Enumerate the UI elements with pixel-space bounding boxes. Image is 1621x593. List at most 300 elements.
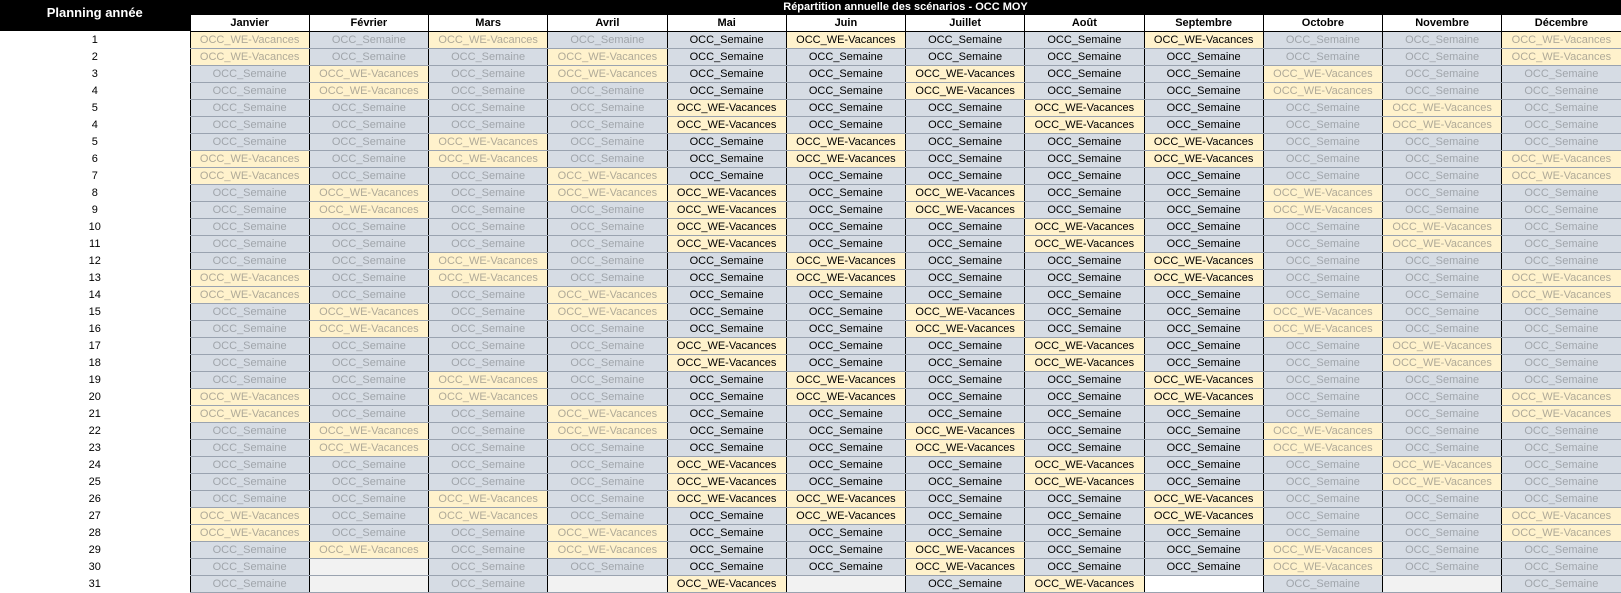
scenario-cell-semaine[interactable]: OCC_Semaine [1025,82,1144,99]
empty-cell[interactable] [786,575,905,592]
scenario-cell-semaine[interactable]: OCC_Semaine [190,558,309,575]
scenario-cell-we-vacances[interactable]: OCC_WE-Vacances [1502,31,1621,48]
scenario-cell-semaine[interactable]: OCC_Semaine [1025,286,1144,303]
scenario-cell-we-vacances[interactable]: OCC_WE-Vacances [190,269,309,286]
scenario-cell-semaine[interactable]: OCC_Semaine [667,150,786,167]
scenario-cell-semaine[interactable]: OCC_Semaine [1383,320,1502,337]
scenario-cell-semaine[interactable]: OCC_Semaine [786,337,905,354]
scenario-cell-semaine[interactable]: OCC_Semaine [429,201,548,218]
scenario-cell-we-vacances[interactable]: OCC_WE-Vacances [1383,99,1502,116]
scenario-cell-we-vacances[interactable]: OCC_WE-Vacances [190,524,309,541]
scenario-cell-semaine[interactable]: OCC_Semaine [786,235,905,252]
scenario-cell-semaine[interactable]: OCC_Semaine [548,337,667,354]
month-header-4[interactable]: Mai [667,14,786,31]
scenario-cell-we-vacances[interactable]: OCC_WE-Vacances [1025,354,1144,371]
scenario-cell-we-vacances[interactable]: OCC_WE-Vacances [429,252,548,269]
scenario-cell-semaine[interactable]: OCC_Semaine [786,524,905,541]
scenario-cell-semaine[interactable]: OCC_Semaine [786,167,905,184]
day-number-cell[interactable]: 11 [0,235,190,252]
scenario-cell-semaine[interactable]: OCC_Semaine [1144,354,1263,371]
scenario-cell-we-vacances[interactable]: OCC_WE-Vacances [309,201,428,218]
scenario-cell-semaine[interactable]: OCC_Semaine [1502,303,1621,320]
scenario-cell-semaine[interactable]: OCC_Semaine [1144,439,1263,456]
scenario-cell-semaine[interactable]: OCC_Semaine [1025,388,1144,405]
month-header-1[interactable]: Février [309,14,428,31]
scenario-cell-semaine[interactable]: OCC_Semaine [1025,201,1144,218]
scenario-cell-we-vacances[interactable]: OCC_WE-Vacances [667,473,786,490]
scenario-cell-semaine[interactable]: OCC_Semaine [309,286,428,303]
scenario-cell-we-vacances[interactable]: OCC_WE-Vacances [667,218,786,235]
scenario-cell-semaine[interactable]: OCC_Semaine [309,473,428,490]
scenario-cell-semaine[interactable]: OCC_Semaine [548,82,667,99]
month-header-7[interactable]: Août [1025,14,1144,31]
day-number-cell[interactable]: 24 [0,456,190,473]
day-number-cell[interactable]: 20 [0,388,190,405]
scenario-cell-semaine[interactable]: OCC_Semaine [906,150,1025,167]
scenario-cell-semaine[interactable]: OCC_Semaine [429,303,548,320]
scenario-cell-semaine[interactable]: OCC_Semaine [190,320,309,337]
scenario-cell-semaine[interactable]: OCC_Semaine [1263,167,1382,184]
scenario-cell-semaine[interactable]: OCC_Semaine [309,524,428,541]
scenario-cell-semaine[interactable]: OCC_Semaine [429,65,548,82]
scenario-cell-semaine[interactable]: OCC_Semaine [1502,320,1621,337]
scenario-cell-semaine[interactable]: OCC_Semaine [429,439,548,456]
scenario-cell-semaine[interactable]: OCC_Semaine [548,116,667,133]
scenario-cell-semaine[interactable]: OCC_Semaine [1383,167,1502,184]
scenario-cell-semaine[interactable]: OCC_Semaine [1263,286,1382,303]
scenario-cell-we-vacances[interactable]: OCC_WE-Vacances [786,150,905,167]
day-number-cell[interactable]: 19 [0,371,190,388]
scenario-cell-we-vacances[interactable]: OCC_WE-Vacances [906,82,1025,99]
scenario-cell-semaine[interactable]: OCC_Semaine [429,218,548,235]
scenario-cell-we-vacances[interactable]: OCC_WE-Vacances [309,541,428,558]
scenario-cell-we-vacances[interactable]: OCC_WE-Vacances [548,65,667,82]
scenario-cell-semaine[interactable]: OCC_Semaine [309,388,428,405]
scenario-cell-semaine[interactable]: OCC_Semaine [1502,541,1621,558]
scenario-cell-we-vacances[interactable]: OCC_WE-Vacances [1025,456,1144,473]
scenario-cell-we-vacances[interactable]: OCC_WE-Vacances [1383,218,1502,235]
scenario-cell-we-vacances[interactable]: OCC_WE-Vacances [1144,252,1263,269]
scenario-cell-semaine[interactable]: OCC_Semaine [906,490,1025,507]
month-header-0[interactable]: Janvier [190,14,309,31]
scenario-cell-we-vacances[interactable]: OCC_WE-Vacances [906,65,1025,82]
scenario-cell-semaine[interactable]: OCC_Semaine [1144,48,1263,65]
scenario-cell-semaine[interactable]: OCC_Semaine [1383,133,1502,150]
scenario-cell-semaine[interactable]: OCC_Semaine [1383,252,1502,269]
month-header-2[interactable]: Mars [429,14,548,31]
scenario-cell-semaine[interactable]: OCC_Semaine [429,575,548,592]
scenario-cell-we-vacances[interactable]: OCC_WE-Vacances [548,184,667,201]
scenario-cell-we-vacances[interactable]: OCC_WE-Vacances [548,48,667,65]
scenario-cell-semaine[interactable]: OCC_Semaine [1502,201,1621,218]
scenario-cell-semaine[interactable]: OCC_Semaine [1502,184,1621,201]
scenario-cell-semaine[interactable]: OCC_Semaine [667,286,786,303]
scenario-cell-semaine[interactable]: OCC_Semaine [786,303,905,320]
month-header-10[interactable]: Novembre [1383,14,1502,31]
scenario-cell-semaine[interactable]: OCC_Semaine [1263,235,1382,252]
scenario-cell-we-vacances[interactable]: OCC_WE-Vacances [1025,116,1144,133]
scenario-cell-semaine[interactable]: OCC_Semaine [667,439,786,456]
scenario-cell-semaine[interactable]: OCC_Semaine [667,558,786,575]
scenario-cell-we-vacances[interactable]: OCC_WE-Vacances [906,439,1025,456]
scenario-cell-semaine[interactable]: OCC_Semaine [1502,354,1621,371]
day-number-cell[interactable]: 5 [0,99,190,116]
scenario-cell-semaine[interactable]: OCC_Semaine [190,456,309,473]
scenario-cell-semaine[interactable]: OCC_Semaine [1502,65,1621,82]
scenario-cell-we-vacances[interactable]: OCC_WE-Vacances [1502,167,1621,184]
scenario-cell-we-vacances[interactable]: OCC_WE-Vacances [429,133,548,150]
scenario-cell-semaine[interactable]: OCC_Semaine [1144,116,1263,133]
scenario-cell-semaine[interactable]: OCC_Semaine [1502,116,1621,133]
scenario-cell-semaine[interactable]: OCC_Semaine [429,48,548,65]
scenario-cell-semaine[interactable]: OCC_Semaine [1263,490,1382,507]
scenario-cell-semaine[interactable]: OCC_Semaine [786,218,905,235]
scenario-cell-semaine[interactable]: OCC_Semaine [906,235,1025,252]
scenario-cell-semaine[interactable]: OCC_Semaine [429,473,548,490]
scenario-cell-semaine[interactable]: OCC_Semaine [548,269,667,286]
scenario-cell-semaine[interactable]: OCC_Semaine [548,252,667,269]
scenario-cell-semaine[interactable]: OCC_Semaine [906,167,1025,184]
scenario-cell-semaine[interactable]: OCC_Semaine [1383,388,1502,405]
scenario-cell-semaine[interactable]: OCC_Semaine [1383,82,1502,99]
scenario-cell-semaine[interactable]: OCC_Semaine [667,133,786,150]
scenario-cell-we-vacances[interactable]: OCC_WE-Vacances [1263,303,1382,320]
scenario-cell-semaine[interactable]: OCC_Semaine [667,320,786,337]
scenario-cell-we-vacances[interactable]: OCC_WE-Vacances [786,252,905,269]
scenario-cell-semaine[interactable]: OCC_Semaine [190,354,309,371]
scenario-cell-semaine[interactable]: OCC_Semaine [429,354,548,371]
scenario-cell-semaine[interactable]: OCC_Semaine [309,150,428,167]
scenario-cell-we-vacances[interactable]: OCC_WE-Vacances [1025,99,1144,116]
scenario-cell-we-vacances[interactable]: OCC_WE-Vacances [1144,388,1263,405]
scenario-cell-semaine[interactable]: OCC_Semaine [1383,48,1502,65]
scenario-cell-semaine[interactable]: OCC_Semaine [309,116,428,133]
scenario-cell-semaine[interactable]: OCC_Semaine [429,82,548,99]
scenario-cell-we-vacances[interactable]: OCC_WE-Vacances [906,201,1025,218]
scenario-cell-semaine[interactable]: OCC_Semaine [786,439,905,456]
scenario-cell-we-vacances[interactable]: OCC_WE-Vacances [429,507,548,524]
scenario-cell-semaine[interactable]: OCC_Semaine [667,388,786,405]
scenario-cell-we-vacances[interactable]: OCC_WE-Vacances [667,201,786,218]
day-number-cell[interactable]: 15 [0,303,190,320]
month-header-3[interactable]: Avril [548,14,667,31]
scenario-cell-semaine[interactable]: OCC_Semaine [548,490,667,507]
scenario-cell-semaine[interactable]: OCC_Semaine [786,201,905,218]
scenario-cell-semaine[interactable]: OCC_Semaine [548,201,667,218]
scenario-cell-semaine[interactable]: OCC_Semaine [429,235,548,252]
scenario-cell-semaine[interactable]: OCC_Semaine [1263,48,1382,65]
scenario-cell-semaine[interactable]: OCC_Semaine [429,558,548,575]
scenario-cell-we-vacances[interactable]: OCC_WE-Vacances [190,31,309,48]
scenario-cell-semaine[interactable]: OCC_Semaine [190,65,309,82]
scenario-cell-semaine[interactable]: OCC_Semaine [1383,558,1502,575]
scenario-cell-we-vacances[interactable]: OCC_WE-Vacances [1502,269,1621,286]
scenario-cell-we-vacances[interactable]: OCC_WE-Vacances [1383,354,1502,371]
scenario-cell-semaine[interactable]: OCC_Semaine [190,337,309,354]
scenario-cell-semaine[interactable]: OCC_Semaine [1025,252,1144,269]
scenario-cell-we-vacances[interactable]: OCC_WE-Vacances [1263,439,1382,456]
scenario-cell-semaine[interactable]: OCC_Semaine [906,48,1025,65]
scenario-cell-we-vacances[interactable]: OCC_WE-Vacances [309,65,428,82]
empty-cell[interactable] [548,575,667,592]
scenario-cell-semaine[interactable]: OCC_Semaine [1263,31,1382,48]
scenario-cell-semaine[interactable]: OCC_Semaine [1025,371,1144,388]
day-number-cell[interactable]: 21 [0,405,190,422]
day-number-cell[interactable]: 27 [0,507,190,524]
scenario-cell-we-vacances[interactable]: OCC_WE-Vacances [1263,184,1382,201]
scenario-cell-semaine[interactable]: OCC_Semaine [1025,184,1144,201]
scenario-cell-we-vacances[interactable]: OCC_WE-Vacances [1144,150,1263,167]
scenario-cell-semaine[interactable]: OCC_Semaine [1263,405,1382,422]
scenario-cell-semaine[interactable]: OCC_Semaine [1383,31,1502,48]
scenario-cell-semaine[interactable]: OCC_Semaine [429,116,548,133]
scenario-cell-semaine[interactable]: OCC_Semaine [1025,167,1144,184]
scenario-cell-we-vacances[interactable]: OCC_WE-Vacances [1263,541,1382,558]
scenario-cell-semaine[interactable]: OCC_Semaine [1025,31,1144,48]
day-number-cell[interactable]: 12 [0,252,190,269]
scenario-cell-semaine[interactable]: OCC_Semaine [548,558,667,575]
day-number-cell[interactable]: 29 [0,541,190,558]
scenario-cell-semaine[interactable]: OCC_Semaine [548,99,667,116]
scenario-cell-semaine[interactable]: OCC_Semaine [1502,252,1621,269]
scenario-cell-semaine[interactable]: OCC_Semaine [667,269,786,286]
scenario-cell-semaine[interactable]: OCC_Semaine [906,507,1025,524]
scenario-cell-semaine[interactable]: OCC_Semaine [1144,405,1263,422]
scenario-cell-we-vacances[interactable]: OCC_WE-Vacances [786,133,905,150]
scenario-cell-we-vacances[interactable]: OCC_WE-Vacances [548,422,667,439]
scenario-cell-semaine[interactable]: OCC_Semaine [1502,473,1621,490]
scenario-cell-semaine[interactable]: OCC_Semaine [1025,422,1144,439]
scenario-cell-semaine[interactable]: OCC_Semaine [190,184,309,201]
scenario-cell-semaine[interactable]: OCC_Semaine [1502,422,1621,439]
scenario-cell-we-vacances[interactable]: OCC_WE-Vacances [309,320,428,337]
scenario-cell-semaine[interactable]: OCC_Semaine [1144,473,1263,490]
scenario-cell-semaine[interactable]: OCC_Semaine [786,286,905,303]
scenario-cell-semaine[interactable]: OCC_Semaine [786,99,905,116]
scenario-cell-semaine[interactable]: OCC_Semaine [429,99,548,116]
scenario-cell-we-vacances[interactable]: OCC_WE-Vacances [190,150,309,167]
scenario-cell-semaine[interactable]: OCC_Semaine [1263,252,1382,269]
scenario-cell-semaine[interactable]: OCC_Semaine [429,286,548,303]
scenario-cell-semaine[interactable]: OCC_Semaine [906,133,1025,150]
day-number-cell[interactable]: 26 [0,490,190,507]
scenario-cell-we-vacances[interactable]: OCC_WE-Vacances [309,422,428,439]
scenario-cell-semaine[interactable]: OCC_Semaine [906,456,1025,473]
scenario-cell-semaine[interactable]: OCC_Semaine [786,558,905,575]
day-number-cell[interactable]: 10 [0,218,190,235]
scenario-cell-semaine[interactable]: OCC_Semaine [309,354,428,371]
scenario-cell-semaine[interactable]: OCC_Semaine [1383,269,1502,286]
scenario-cell-semaine[interactable]: OCC_Semaine [906,286,1025,303]
scenario-cell-semaine[interactable]: OCC_Semaine [1144,184,1263,201]
scenario-cell-we-vacances[interactable]: OCC_WE-Vacances [309,303,428,320]
scenario-cell-semaine[interactable]: OCC_Semaine [1144,558,1263,575]
scenario-cell-semaine[interactable]: OCC_Semaine [190,422,309,439]
scenario-cell-semaine[interactable]: OCC_Semaine [548,31,667,48]
scenario-cell-semaine[interactable]: OCC_Semaine [667,541,786,558]
scenario-cell-semaine[interactable]: OCC_Semaine [429,524,548,541]
day-number-cell[interactable]: 9 [0,201,190,218]
scenario-cell-semaine[interactable]: OCC_Semaine [1502,218,1621,235]
scenario-cell-semaine[interactable]: OCC_Semaine [1383,507,1502,524]
scenario-cell-we-vacances[interactable]: OCC_WE-Vacances [1383,116,1502,133]
scenario-cell-semaine[interactable]: OCC_Semaine [1383,65,1502,82]
scenario-cell-we-vacances[interactable]: OCC_WE-Vacances [1502,405,1621,422]
month-header-8[interactable]: Septembre [1144,14,1263,31]
scenario-cell-we-vacances[interactable]: OCC_WE-Vacances [1383,473,1502,490]
scenario-cell-semaine[interactable]: OCC_Semaine [429,405,548,422]
scenario-cell-semaine[interactable]: OCC_Semaine [1383,541,1502,558]
scenario-cell-we-vacances[interactable]: OCC_WE-Vacances [667,575,786,592]
scenario-cell-semaine[interactable]: OCC_Semaine [1502,456,1621,473]
scenario-cell-semaine[interactable]: OCC_Semaine [548,439,667,456]
scenario-cell-semaine[interactable]: OCC_Semaine [548,473,667,490]
scenario-cell-semaine[interactable]: OCC_Semaine [1025,524,1144,541]
scenario-cell-semaine[interactable]: OCC_Semaine [1263,337,1382,354]
scenario-cell-semaine[interactable]: OCC_Semaine [1025,507,1144,524]
scenario-cell-semaine[interactable]: OCC_Semaine [906,524,1025,541]
scenario-cell-semaine[interactable]: OCC_Semaine [786,184,905,201]
scenario-cell-semaine[interactable]: OCC_Semaine [309,167,428,184]
scenario-cell-we-vacances[interactable]: OCC_WE-Vacances [190,48,309,65]
day-number-cell[interactable]: 8 [0,184,190,201]
scenario-cell-semaine[interactable]: OCC_Semaine [190,235,309,252]
scenario-cell-semaine[interactable]: OCC_Semaine [1144,167,1263,184]
scenario-cell-semaine[interactable]: OCC_Semaine [1383,150,1502,167]
scenario-cell-semaine[interactable]: OCC_Semaine [906,405,1025,422]
scenario-cell-semaine[interactable]: OCC_Semaine [906,371,1025,388]
scenario-cell-semaine[interactable]: OCC_Semaine [309,133,428,150]
scenario-cell-semaine[interactable]: OCC_Semaine [906,575,1025,592]
scenario-cell-we-vacances[interactable]: OCC_WE-Vacances [786,269,905,286]
scenario-cell-semaine[interactable]: OCC_Semaine [190,99,309,116]
scenario-cell-semaine[interactable]: OCC_Semaine [1383,201,1502,218]
scenario-cell-semaine[interactable]: OCC_Semaine [906,99,1025,116]
scenario-cell-semaine[interactable]: OCC_Semaine [309,218,428,235]
scenario-cell-we-vacances[interactable]: OCC_WE-Vacances [1025,337,1144,354]
day-number-cell[interactable]: 16 [0,320,190,337]
scenario-cell-semaine[interactable]: OCC_Semaine [1025,150,1144,167]
scenario-cell-we-vacances[interactable]: OCC_WE-Vacances [667,337,786,354]
day-number-cell[interactable]: 14 [0,286,190,303]
scenario-cell-we-vacances[interactable]: OCC_WE-Vacances [309,439,428,456]
scenario-cell-semaine[interactable]: OCC_Semaine [786,405,905,422]
scenario-cell-semaine[interactable]: OCC_Semaine [667,524,786,541]
scenario-cell-we-vacances[interactable]: OCC_WE-Vacances [667,456,786,473]
scenario-cell-semaine[interactable]: OCC_Semaine [1263,473,1382,490]
scenario-cell-semaine[interactable]: OCC_Semaine [906,218,1025,235]
scenario-cell-we-vacances[interactable]: OCC_WE-Vacances [1502,150,1621,167]
scenario-cell-semaine[interactable]: OCC_Semaine [1263,524,1382,541]
scenario-cell-semaine[interactable]: OCC_Semaine [1263,388,1382,405]
scenario-cell-semaine[interactable]: OCC_Semaine [429,541,548,558]
scenario-cell-semaine[interactable]: OCC_Semaine [1144,422,1263,439]
scenario-cell-semaine[interactable]: OCC_Semaine [1383,439,1502,456]
scenario-cell-semaine[interactable]: OCC_Semaine [1025,133,1144,150]
scenario-cell-semaine[interactable]: OCC_Semaine [1502,235,1621,252]
scenario-cell-semaine[interactable]: OCC_Semaine [667,422,786,439]
scenario-cell-semaine[interactable]: OCC_Semaine [190,490,309,507]
scenario-cell-semaine[interactable]: OCC_Semaine [309,99,428,116]
scenario-cell-we-vacances[interactable]: OCC_WE-Vacances [906,320,1025,337]
scenario-cell-we-vacances[interactable]: OCC_WE-Vacances [667,184,786,201]
scenario-cell-semaine[interactable]: OCC_Semaine [1502,82,1621,99]
scenario-cell-semaine[interactable]: OCC_Semaine [309,405,428,422]
scenario-cell-semaine[interactable]: OCC_Semaine [190,252,309,269]
scenario-cell-we-vacances[interactable]: OCC_WE-Vacances [190,286,309,303]
day-number-cell[interactable]: 28 [0,524,190,541]
scenario-cell-semaine[interactable]: OCC_Semaine [667,405,786,422]
scenario-cell-semaine[interactable]: OCC_Semaine [429,320,548,337]
scenario-cell-semaine[interactable]: OCC_Semaine [906,31,1025,48]
scenario-cell-semaine[interactable]: OCC_Semaine [1383,184,1502,201]
day-number-cell[interactable]: 18 [0,354,190,371]
scenario-cell-semaine[interactable]: OCC_Semaine [667,48,786,65]
scenario-cell-semaine[interactable]: OCC_Semaine [309,252,428,269]
scenario-cell-semaine[interactable]: OCC_Semaine [1025,48,1144,65]
scenario-cell-semaine[interactable]: OCC_Semaine [1025,405,1144,422]
scenario-cell-semaine[interactable]: OCC_Semaine [1144,201,1263,218]
scenario-cell-semaine[interactable]: OCC_Semaine [1502,439,1621,456]
scenario-cell-we-vacances[interactable]: OCC_WE-Vacances [1502,524,1621,541]
scenario-cell-semaine[interactable]: OCC_Semaine [1025,541,1144,558]
scenario-cell-we-vacances[interactable]: OCC_WE-Vacances [906,422,1025,439]
scenario-cell-we-vacances[interactable]: OCC_WE-Vacances [1263,82,1382,99]
scenario-cell-semaine[interactable]: OCC_Semaine [667,167,786,184]
scenario-cell-semaine[interactable]: OCC_Semaine [906,337,1025,354]
scenario-cell-semaine[interactable]: OCC_Semaine [309,31,428,48]
month-header-11[interactable]: Décembre [1502,14,1621,31]
scenario-cell-semaine[interactable]: OCC_Semaine [667,507,786,524]
scenario-cell-semaine[interactable]: OCC_Semaine [1144,456,1263,473]
scenario-cell-we-vacances[interactable]: OCC_WE-Vacances [906,541,1025,558]
scenario-cell-semaine[interactable]: OCC_Semaine [190,541,309,558]
day-number-cell[interactable]: 4 [0,116,190,133]
scenario-cell-we-vacances[interactable]: OCC_WE-Vacances [1263,320,1382,337]
scenario-cell-semaine[interactable]: OCC_Semaine [190,473,309,490]
scenario-cell-semaine[interactable]: OCC_Semaine [1025,320,1144,337]
day-number-cell[interactable]: 5 [0,133,190,150]
scenario-cell-we-vacances[interactable]: OCC_WE-Vacances [667,99,786,116]
scenario-cell-semaine[interactable]: OCC_Semaine [1144,218,1263,235]
scenario-cell-we-vacances[interactable]: OCC_WE-Vacances [1144,507,1263,524]
scenario-cell-we-vacances[interactable]: OCC_WE-Vacances [190,388,309,405]
empty-cell[interactable] [309,558,428,575]
scenario-cell-we-vacances[interactable]: OCC_WE-Vacances [906,558,1025,575]
scenario-cell-semaine[interactable]: OCC_Semaine [1263,218,1382,235]
scenario-cell-we-vacances[interactable]: OCC_WE-Vacances [1263,558,1382,575]
scenario-cell-we-vacances[interactable]: OCC_WE-Vacances [1383,456,1502,473]
scenario-cell-semaine[interactable]: OCC_Semaine [1502,99,1621,116]
scenario-cell-we-vacances[interactable]: OCC_WE-Vacances [548,286,667,303]
scenario-cell-we-vacances[interactable]: OCC_WE-Vacances [1144,31,1263,48]
scenario-cell-we-vacances[interactable]: OCC_WE-Vacances [190,507,309,524]
scenario-cell-semaine[interactable]: OCC_Semaine [1025,269,1144,286]
scenario-cell-we-vacances[interactable]: OCC_WE-Vacances [667,235,786,252]
scenario-cell-we-vacances[interactable]: OCC_WE-Vacances [190,167,309,184]
scenario-cell-semaine[interactable]: OCC_Semaine [786,320,905,337]
scenario-cell-semaine[interactable]: OCC_Semaine [1263,99,1382,116]
scenario-cell-we-vacances[interactable]: OCC_WE-Vacances [309,184,428,201]
day-number-cell[interactable]: 13 [0,269,190,286]
scenario-cell-semaine[interactable]: OCC_Semaine [1263,354,1382,371]
scenario-cell-semaine[interactable]: OCC_Semaine [1263,456,1382,473]
scenario-cell-semaine[interactable]: OCC_Semaine [309,48,428,65]
scenario-cell-semaine[interactable]: OCC_Semaine [429,167,548,184]
scenario-cell-semaine[interactable]: OCC_Semaine [1502,133,1621,150]
empty-cell[interactable] [1144,575,1263,592]
day-number-cell[interactable]: 31 [0,575,190,592]
